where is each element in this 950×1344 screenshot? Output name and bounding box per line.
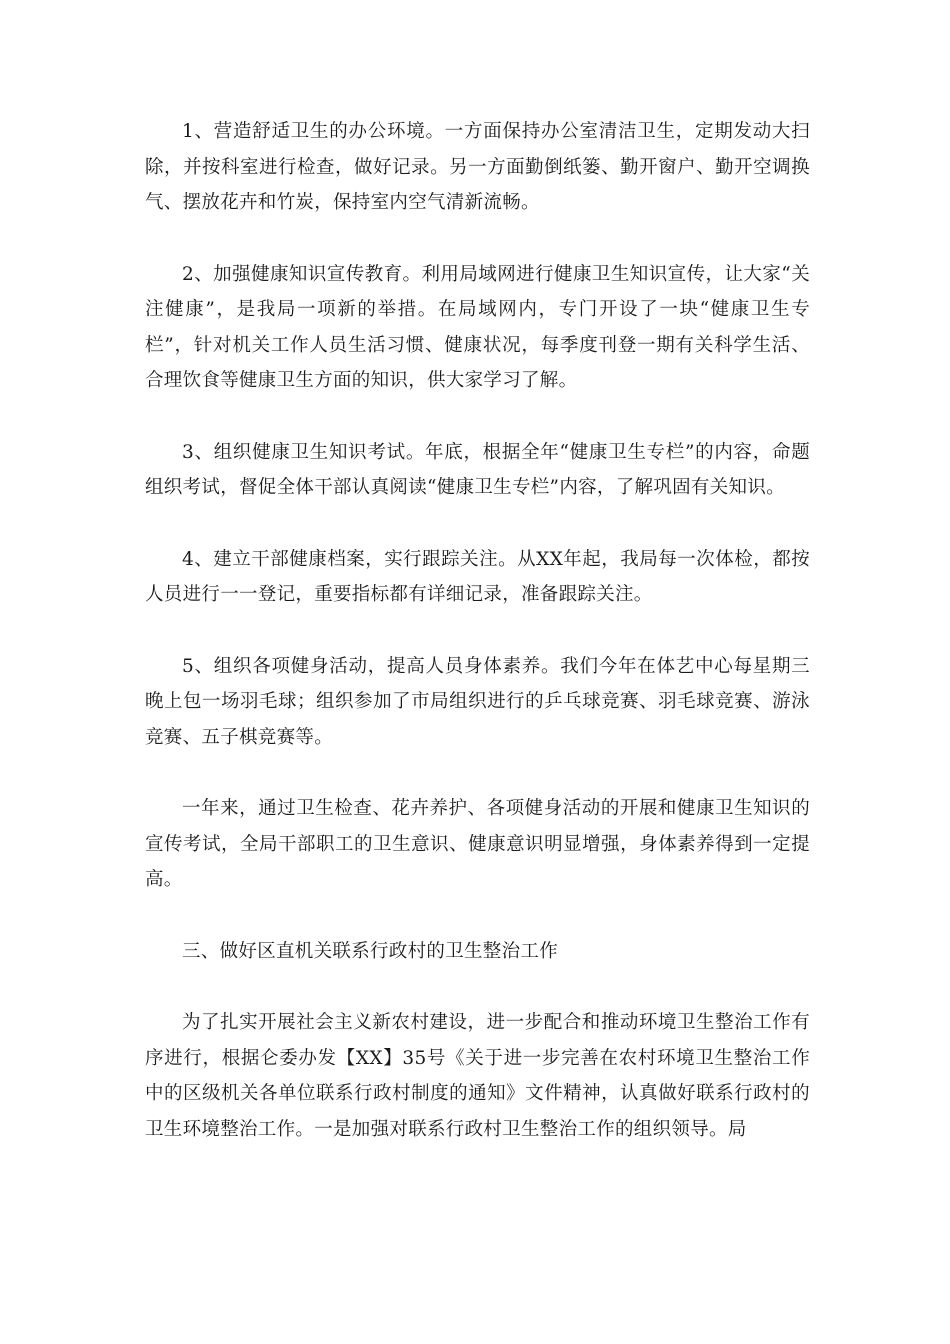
paragraph-3: 3、组织健康卫生知识考试。年底，根据全年“健康卫生专栏”的内容，命题组织考试，督促全体干部认真阅读“健康卫生专栏”内容，了解巩固有关知识。 [145,441,810,498]
paragraph-2: 2、加强健康知识宣传教育。利用局域网进行健康卫生知识宣传，让大家“关注健康”，是我局一项新的举措。在局域网内，专门开设了一块“健康卫生专栏”，针对机关工作人员生活习惯、健康状况，每季度刊登一期有关科学生活、合理饮食等健康卫生方面的知识，供大家学习了解。 [145,263,810,391]
section-heading: 三、做好区直机关联系行政村的卫生整治工作 [182,940,559,962]
paragraph-summary: 一年来，通过卫生检查、花卉养护、各项健身活动的开展和健康卫生知识的宣传考试，全局干部职工的卫生意识、健康意识明显增强，身体素养得到一定提高。 [145,798,810,890]
paragraph-4: 4、建立干部健康档案，实行跟踪关注。从XX年起，我局每一次体检，都按人员进行一一登记，重要指标都有详细记录，准备跟踪关注。 [145,548,810,605]
paragraph-5: 5、组织各项健身活动，提高人员身体素养。我们今年在体艺中心每星期三晚上包一场羽毛球；组织参加了市局组织进行的乒乓球竞赛、羽毛球竞赛、游泳竞赛、五子棋竞赛等。 [145,655,810,748]
document-body [145,114,810,1183]
paragraph-section-body: 为了扎实开展社会主义新农村建设，进一步配合和推动环境卫生整治工作有序进行，根据仑委办发【XX】35号《关于进一步完善在农村环境卫生整治工作中的区级机关各单位联系行政村制度的通知》文件精神，认真做好联系行政村的卫生环境整治工作。一是加强对联系行政村卫生整治工作的组织领导。局 [145,1012,810,1140]
paragraph-1: 1、营造舒适卫生的办公环境。一方面保持办公室清洁卫生，定期发动大扫除，并按科室进行检查，做好记录。另一方面勤倒纸篓、勤开窗户、勤开空调换气、摆放花卉和竹炭，保持室内空气清新流畅。 [145,121,810,213]
